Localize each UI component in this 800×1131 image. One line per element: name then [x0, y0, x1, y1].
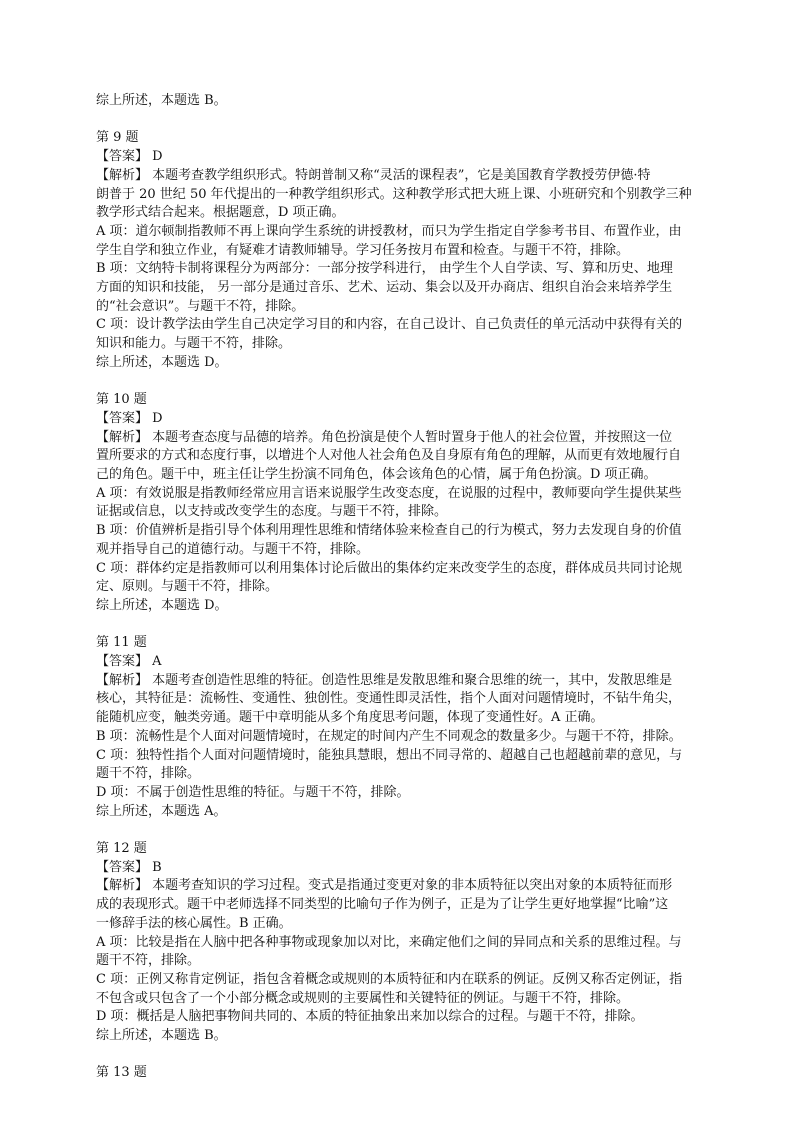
- explanation-line: C 项：群体约定是指教师可以利用集体讨论后做出的集体约定来改变学生的态度，群体成员共同讨论规: [96, 560, 683, 576]
- question-list: [96, 129, 706, 1064]
- explanation-line: A 项：有效说服是指教师经常应用言语来说服学生改变态度，在说服的过程中，教师要向学生提供某些: [96, 485, 682, 501]
- explanation-line: C 项：正例又称肯定例证，指包含着概念或规则的本质特征和内在联系的例证。反例又称否定例证，指: [96, 971, 683, 987]
- explanation-line: A 项：道尔顿制指教师不再上课向学生系统的讲授教材，而只为学生指定自学参考书目、布置作业，由: [96, 223, 682, 239]
- question-title: 第 10 题: [96, 392, 147, 408]
- explanation-line: 知识和能力。与题干不符，排除。: [96, 336, 292, 352]
- explanation-line: 定、原则。与题干不符，排除。: [96, 579, 279, 595]
- explanation-line: B 项：价值辨析是指引导个体利用理性思维和情绪体验来检查自己的行为模式，努力去发现自身的价值: [96, 523, 682, 539]
- explanation-line: 方面的知识和技能， 另一部分是通过音乐、艺术、运动、集会以及开办商店、组织自治会来培养学生: [96, 280, 673, 296]
- explanation-line: 综上所述，本题选 B。: [96, 1028, 227, 1044]
- explanation-line: 核心，其特征是：流畅性、变通性、独创性。变通性即灵活性，指个人面对问题情境时，不钻牛角尖，: [96, 691, 682, 707]
- explanation-line: 教学形式结合起来。根据题意，D 项正确。: [96, 205, 345, 221]
- answer-line: 【答案】 B: [96, 859, 162, 875]
- explanation-line: 置所要求的方式和态度行事，以增进个人对他人社会角色及自身原有角色的理解，从而更有效地履行自: [96, 448, 682, 464]
- explanation-line: 综上所述，本题选 D。: [96, 597, 228, 613]
- question-block: [96, 634, 706, 840]
- section-gap: [96, 373, 706, 392]
- question-block: [96, 129, 706, 391]
- explanation-line: 题干不符，排除。: [96, 766, 201, 782]
- explanation-line: 观并指导自己的道德行动。与题干不符，排除。: [96, 541, 370, 557]
- explanation-line: 【解析】 本题考查知识的学习过程。变式是指通过变更对象的非本质特征以突出对象的本质特征而形: [96, 878, 673, 894]
- explanation-line: 题干不符，排除。: [96, 953, 201, 969]
- section-gap: [96, 111, 706, 130]
- intro-conclusion: 综上所述，本题选 B。: [96, 93, 227, 108]
- explanation-line: 一修辞手法的核心属性。B 正确。: [96, 915, 292, 931]
- explanation-line: 成的表现形式。题干中老师选择不同类型的比喻句子作为例子，正是为了让学生更好地掌握“比喻”这: [96, 897, 669, 913]
- question-13-title: 第 13 题: [96, 1065, 147, 1081]
- question-block: [96, 391, 706, 634]
- explanation-line: A 项：比较是指在人脑中把各种事物或现象加以对比，来确定他们之间的异同点和关系的思维过程。与: [96, 934, 682, 950]
- answer-line: 【答案】 D: [96, 410, 163, 426]
- explanation-line: 不包含或只包含了一个小部分概念或规则的主要属性和关键特征的例证。与题干不符，排除。: [96, 990, 630, 1006]
- section-gap: [96, 821, 706, 840]
- question-title: 第 9 题: [96, 130, 139, 146]
- explanation-line: D 项：不属于创造性思维的特征。与题干不符，排除。: [96, 784, 410, 800]
- explanation-line: B 项：流畅性是个人面对问题情境时，在规定的时间内产生不同观念的数量多少。与题干不符，排除。: [96, 728, 682, 744]
- section-gap: [96, 616, 706, 635]
- explanation-line: C 项：独特性指个人面对问题情境时，能独具慧眼，想出不同寻常的、超越自己也超越前辈的意见，与: [96, 747, 683, 763]
- explanation-line: 【解析】 本题考查创造性思维的特征。创造性思维是发散思维和聚合思维的统一，其中，发散思维是: [96, 672, 673, 688]
- explanation-line: 综上所述，本题选 D。: [96, 354, 228, 370]
- explanation-line: C 项：设计教学法由学生自己决定学习目的和内容，在自己设计、自己负责任的单元活动中获得有关的: [96, 317, 683, 333]
- explanation-line: 己的角色。题干中，班主任让学生扮演不同角色，体会该角色的心情，属于角色扮演。D 项正确。: [96, 467, 657, 483]
- explanation-line: 证据或信息，以支持或改变学生的态度。与题干不符，排除。: [96, 504, 448, 520]
- explanation-line: 朗普于 20 世纪 50 年代提出的一种教学组织形式。这种教学形式把大班上课、小班研究和个别教学三种: [96, 186, 692, 202]
- explanation-line: 能随机应变，触类旁通。题干中章明能从多个角度思考问题，体现了变通性好。A 正确。: [96, 710, 604, 726]
- question-title: 第 12 题: [96, 841, 147, 857]
- question-title: 第 11 题: [96, 635, 147, 651]
- answer-line: 【答案】 A: [96, 654, 162, 670]
- explanation-line: B 项：文纳特卡制将课程分为两部分：一部分按学科进行， 由学生个人自学读、写、算和历史、地理: [96, 261, 673, 277]
- question-block: [96, 840, 706, 1064]
- answer-line: 【答案】 D: [96, 149, 163, 165]
- explanation-line: D 项：概括是人脑把事物间共同的、本质的特征抽象出来加以综合的过程。与题干不符，排除。: [96, 1009, 644, 1025]
- explanation-line: 的“社会意识”。与题干不符，排除。: [96, 298, 305, 314]
- explanation-line: 【解析】 本题考查态度与品德的培养。角色扮演是使个人暂时置身于他人的社会位置，并按照这一位: [96, 429, 673, 445]
- explanation-line: 【解析】 本题考查教学组织形式。特朗普制又称“灵活的课程表”，它是美国教育学教授劳伊德·特: [96, 167, 651, 183]
- document-page: [96, 92, 706, 1083]
- explanation-line: 学生自学和独立作业，有疑难才请教师辅导。学习任务按月布置和检查。与题干不符，排除。: [96, 242, 630, 258]
- explanation-line: 综上所述，本题选 A。: [96, 803, 227, 819]
- section-gap: [96, 1046, 706, 1065]
